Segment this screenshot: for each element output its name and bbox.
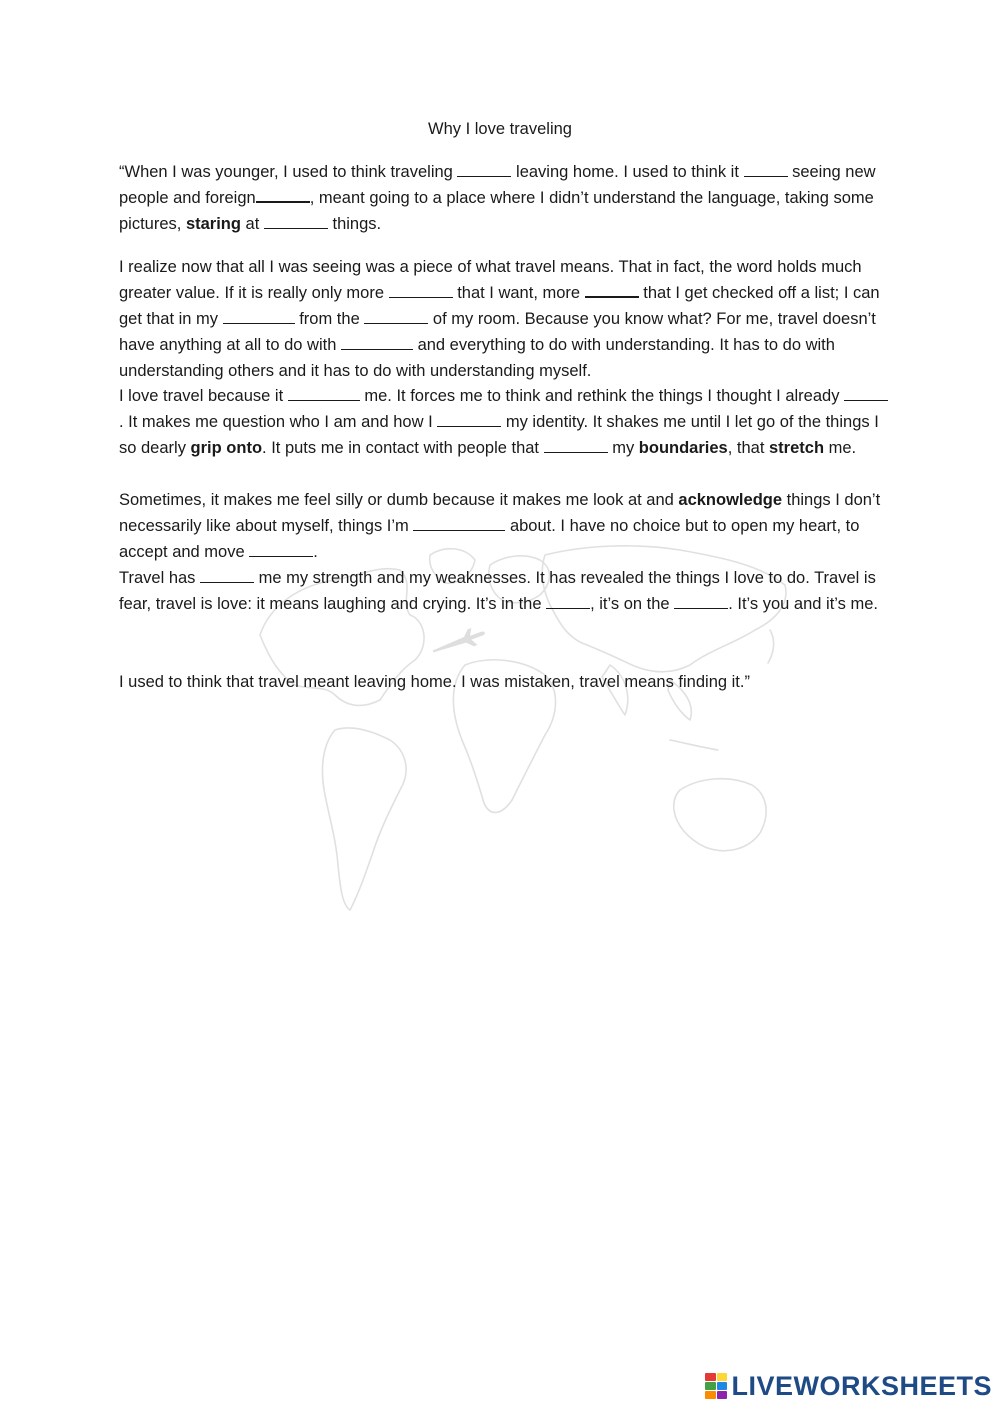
text-span: . (313, 543, 318, 561)
paragraph-6 (119, 669, 889, 695)
text-span: seeing new people and foreign (119, 163, 876, 207)
paragraph-4 (119, 487, 889, 565)
answer-blank[interactable] (264, 213, 328, 229)
bold-keyword: stretch (769, 439, 825, 457)
text-span: me. (824, 439, 857, 457)
text-span: leaving home. I used to think it (511, 163, 744, 181)
paragraph-5 (119, 565, 889, 617)
text-span: about. I have no choice but to open my heart, to accept and move (119, 517, 860, 561)
text-span: at (240, 215, 264, 233)
answer-blank[interactable] (674, 593, 728, 609)
text-span: I used to think that travel meant leaving home. I was mistaken, travel means finding it.” (119, 673, 750, 691)
text-span: . It makes me question who I am and how I (119, 413, 438, 431)
text-span: , that (727, 439, 769, 457)
answer-blank[interactable] (256, 186, 310, 203)
answer-blank[interactable] (457, 161, 511, 177)
australia-outline (674, 779, 766, 851)
answer-blank[interactable] (288, 385, 360, 401)
text-span: that I get checked off a list; I can get that in my (119, 284, 880, 328)
answer-blank[interactable] (844, 385, 888, 401)
page-title: Why I love traveling (428, 120, 572, 138)
text-span: , meant going to a place where I didn’t understand the language, taking some pictures, (119, 189, 874, 233)
text-span: things I don’t necessarily like about myself, things I’m (119, 491, 881, 535)
answer-blank[interactable] (744, 161, 788, 177)
text-span: things. (327, 215, 382, 233)
text-span: my (607, 439, 639, 457)
text-span: , it’s on the (590, 595, 675, 613)
answer-blank[interactable] (341, 334, 413, 350)
bold-keyword: grip onto (190, 439, 263, 457)
bold-keyword: staring (185, 215, 241, 233)
text-span: my identity. It shakes me until I let go of the things I so dearly (119, 413, 879, 457)
airplane-icon (430, 624, 488, 660)
bold-keyword: boundaries (638, 439, 728, 457)
liveworksheets-logo-icon (705, 1373, 727, 1399)
answer-blank[interactable] (249, 541, 313, 557)
text-span: Sometimes, it makes me feel silly or dumb because it makes me look at and (119, 491, 679, 509)
answer-blank[interactable] (223, 308, 295, 324)
answer-blank[interactable] (389, 282, 453, 298)
text-span: of my room. Because you know what? For me, travel doesn’t have anything at all to do with (119, 310, 876, 354)
answer-blank[interactable] (413, 515, 505, 531)
paragraph-2 (119, 254, 889, 384)
text-span: “When I was younger, I used to think traveling (119, 163, 458, 181)
paragraph-1 (119, 159, 889, 237)
text-span: . It’s you and it’s me. (728, 595, 878, 613)
text-span: that I want, more (452, 284, 585, 302)
answer-blank[interactable] (544, 437, 608, 453)
liveworksheets-logo[interactable] (705, 1371, 992, 1401)
answer-blank[interactable] (200, 567, 254, 583)
answer-blank[interactable] (364, 308, 428, 324)
south-america-outline (322, 728, 406, 910)
brand-name: LIVEWORKSHEETS (731, 1371, 992, 1401)
answer-blank[interactable] (585, 281, 639, 298)
text-span: Travel has (119, 569, 201, 587)
answer-blank[interactable] (437, 411, 501, 427)
text-span: . It puts me in contact with people that (262, 439, 544, 457)
indonesia-outline (670, 740, 718, 750)
text-span: from the (294, 310, 365, 328)
text-span: I love travel because it (119, 387, 288, 405)
text-span: me my strength and my weaknesses. It has revealed the things I love to do. Travel is fear, travel is love: it means laughing and crying. It’s in the (119, 569, 876, 613)
bold-keyword: acknowledge (678, 491, 783, 509)
paragraph-3 (119, 383, 889, 461)
answer-blank[interactable] (546, 593, 590, 609)
text-span: I realize now that all I was seeing was a piece of what travel means. That in fact, the word holds much greater value. If it is really only more (119, 258, 862, 302)
text-span: me. It forces me to think and rethink the things I thought I already (359, 387, 845, 405)
japan-outline (768, 630, 774, 663)
text-span: and everything to do with understanding. It has to do with understanding others and it has to do with understanding myself. (119, 336, 835, 380)
